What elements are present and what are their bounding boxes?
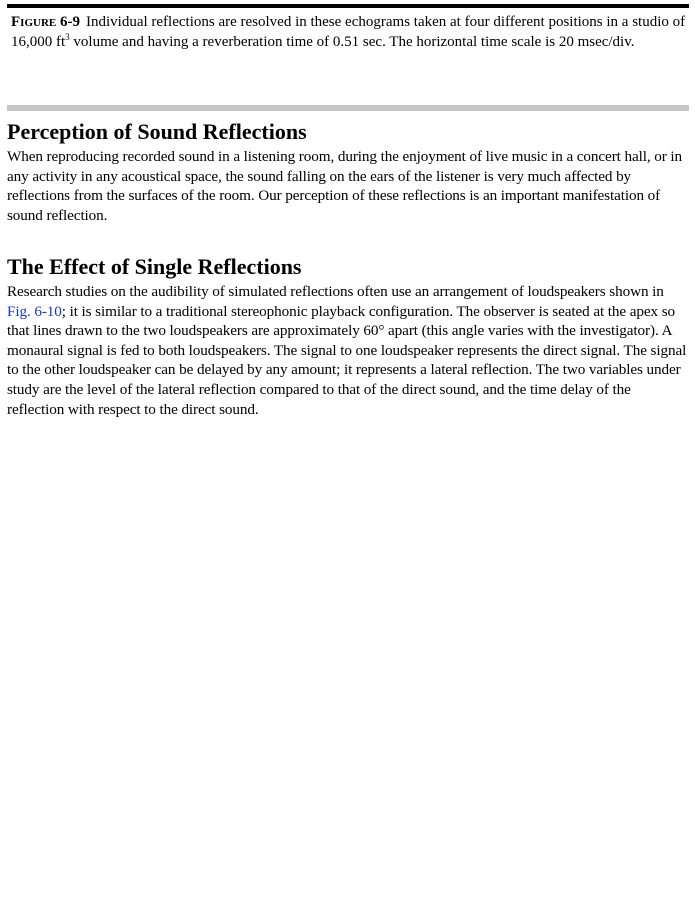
section-perception — [7, 119, 691, 225]
figure-reference-link[interactable]: Fig. 6-10 — [7, 302, 62, 320]
section-divider — [7, 105, 689, 111]
section-heading: Perception of Sound Reflections — [7, 119, 307, 144]
section-paragraph: When reproducing recorded sound in a listening room, during the enjoyment of live music in a concert hall, or in any activity in any acoustical space, the sound falling on the ears of the listener is very much affected by reflections from the surfaces of the room. Our perception of these reflections is an important manifestation of sound reflection. — [7, 148, 683, 224]
figure-label-word: Figure — [11, 14, 57, 30]
figure-label — [11, 14, 80, 30]
section-single-reflections — [7, 254, 691, 419]
caption-text-tail: volume and having a reverberation time of 0.51 sec. The horizontal time scale is 20 msec/div. — [69, 34, 635, 50]
section-heading: The Effect of Single Reflections — [7, 254, 302, 279]
paragraph-text-start: Research studies on the audibility of simulated reflections often use an arrangement of loudspeakers shown in — [7, 283, 664, 300]
figure-caption-text — [11, 12, 687, 52]
figure-label-number: 6-9 — [59, 14, 80, 30]
figure-caption — [7, 4, 689, 52]
section-paragraph — [7, 282, 691, 419]
paragraph-text-rest: ; it is similar to a traditional stereophonic playback configuration. The observer is seated at the apex so that lines drawn to the two loudspeakers are approximately 60° apart (this angle varies with the investigator). A monaural signal is fed to both loudspeakers. The signal to one loudspeaker represents the direct signal. The signal to the other loudspeaker can be delayed by any amount; it represents a lateral reflection. The two variables under study are the level of the lateral reflection compared to that of the direct sound, and the time delay of the reflection with respect to the direct sound. — [7, 302, 687, 418]
caption-superscript: 3 — [65, 32, 70, 42]
caption-text-main: Individual reflections are resolved in these echograms taken at four different positions in a studio of 16,000 ft — [11, 14, 686, 50]
